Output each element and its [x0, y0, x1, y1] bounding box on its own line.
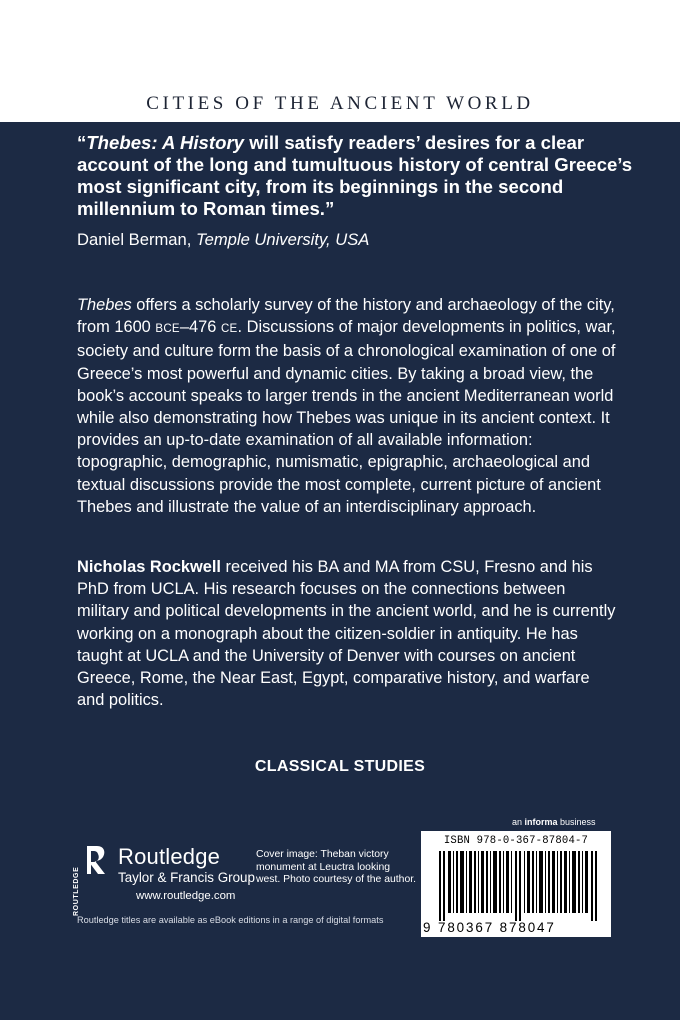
book-description [77, 294, 617, 518]
era-bce: BCE [155, 323, 180, 336]
publisher-group: Taylor & Francis Group [118, 870, 255, 885]
author-bio [77, 556, 617, 711]
endorsement-quote [77, 132, 637, 220]
informa-name: informa [524, 817, 558, 827]
description-title-word: Thebes [77, 296, 132, 314]
publisher-name: Routledge [118, 844, 221, 869]
quote-text: will satisfy readers’ desires for a clear account of the long and tumultuous history of central Greece’s most significant city, from its beginnings in the second millennium to Roman times.” [77, 132, 633, 219]
informa-business-line [512, 817, 596, 827]
description-part2: . Discussions of major developments in politics, war, society and culture form the basis of a chronological examination of one of Greece’s most powerful and dynamic cities. By taking a broad view, the book’s account speaks to larger trends in the ancient Mediterranean world while also demonstrating how Thebes was unique in its ancient context. It provides an up-to-date examination of all available information: topographic, demographic, numismatic, epigraphic, archaeological and textual discussions provide the most complete, current picture of ancient Thebes and illustrate the value of an interdisciplinary approach. [77, 318, 616, 516]
informa-suffix: business [557, 817, 596, 827]
era-ce: CE [220, 323, 238, 336]
attribution-author: Daniel Berman, [77, 230, 196, 249]
quote-book-title: Thebes: A History [86, 132, 245, 153]
series-title: CITIES OF THE ANCIENT WORLD [146, 93, 534, 114]
era-dash: –476 [179, 318, 221, 337]
description-part1: offers a scholarly survey of the history and archaeology of the city, from 1600 [77, 296, 615, 337]
author-bio-text: received his BA and MA from CSU, Fresno and his PhD from UCLA. His research focuses on the connections between military and political developments in the ancient world, and he is currently working on a monograph about the citizen-soldier in antiquity. He has taught at UCLA and the University of Denver with courses on ancient Greece, Rome, the Near East, Egypt, comparative history, and warfare and politics. [77, 558, 616, 710]
quote-open-mark: “ [77, 132, 87, 153]
informa-prefix: an [512, 817, 525, 827]
ebook-availability-note: Routledge titles are available as eBook editions in a range of digital formats [77, 915, 384, 925]
routledge-vertical-wordmark: ROUTLEDGE [73, 866, 80, 916]
cover-image-credit: Cover image: Theban victory monument at Leuctra looking west. Photo courtesy of the author. [256, 849, 416, 886]
attribution-affiliation: Temple University, USA [195, 230, 370, 249]
quote-attribution [77, 230, 637, 250]
ean-number: 9 780367 878047 [423, 920, 556, 935]
barcode-icon [429, 851, 605, 921]
subject-category: CLASSICAL STUDIES [254, 758, 426, 775]
routledge-r-logo-icon [73, 842, 107, 914]
author-name: Nicholas Rockwell [77, 558, 221, 576]
series-band [0, 0, 680, 122]
barcode-panel [421, 831, 611, 937]
publisher-url[interactable]: www.routledge.com [136, 890, 236, 902]
back-cover [0, 122, 680, 1020]
isbn-label: ISBN 978-0-367-87804-7 [443, 835, 589, 847]
